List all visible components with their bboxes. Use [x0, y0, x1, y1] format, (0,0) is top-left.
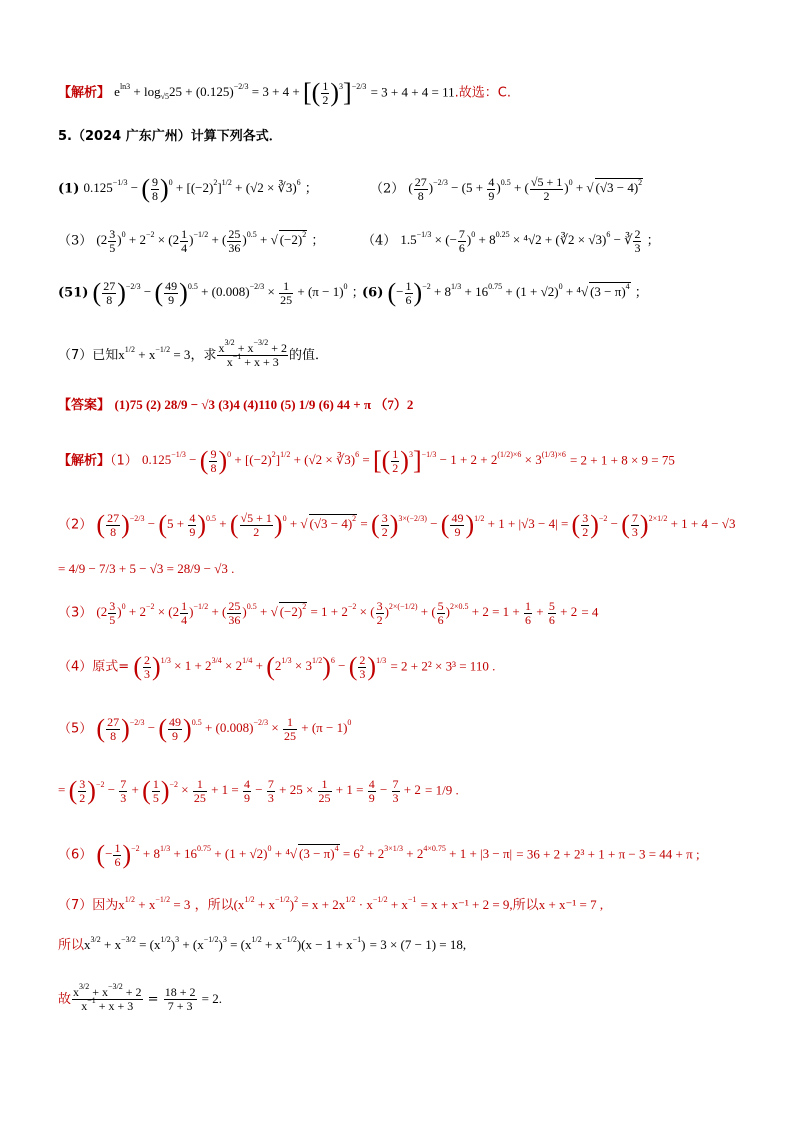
analysis-label-2: 【解析】 — [58, 453, 111, 469]
solution-2-line2: = 4/9 − 7/3 + 5 − √3 = 28/9 − √3 . — [58, 561, 235, 576]
part4-label: （4） — [362, 233, 397, 249]
q5-part6: (6) (− $\frac{1}{6}$ )$^{-2} + 8^{1/3} + 16^{0.75} + (1 + √2)^0 + ^4√$ $(3 - \pi)^4$ ； — [362, 278, 648, 308]
part7-mid: ，求 — [190, 348, 217, 363]
s6-result: = 36 + 2 + 2³ + 1 + π − 3 = 44 + π ; — [516, 846, 700, 862]
part7-end: 的值． — [288, 348, 328, 363]
s4-label: （4）原式= — [58, 659, 130, 675]
q5-part2: （2） ( $\frac{27}{8}$ )$^{-2/3}$ − (5 + $\frac{4}{9}$ )$^{0.5}$ + ( $\frac{√5 + 1}{2}$ )$^0$ + √ $(√3 - 4)^2$ — [370, 175, 643, 203]
s5-result: = 1/9 . — [425, 782, 459, 798]
q5-title: 5.（2024 广东广州）计算下列各式． — [58, 129, 282, 144]
s3-label: （3） — [58, 605, 93, 621]
s7-gu: 故 — [58, 992, 72, 1007]
q5-part1: (1) $0.125^{-1/3}$ − ( $\frac{9}{8}$ )$^0 + [(-2)^2]^{1/2} + (√2$ × ∛3)$^6$ ； — [58, 174, 318, 204]
part5-label: (51) — [58, 285, 89, 301]
solution-7: （7）因为$x^{1/2} + x^{-1/2} = 3$ ，所以$(x^{1/2} + x^{-1/2})^2 = x + 2x^{1/2} \cdot x^{-1/2} + x^{-1} = x + x^{-1} + 2 = 9$,所以x + x⁻¹ = 7 , — [58, 895, 604, 913]
q4-expression: $e^{ln3} + \log_{√5}25 + (0.125)^{-2/3} = 3 + 4$ + [( $\frac{1}{2}$ )$^3$]$^{-2/3}$ — [114, 78, 367, 108]
solution-3: （3） (2 $\frac{3}{5}$ )$^0 + 2^{-2} \times (2$ $\frac{1}{4}$ )$^{-1/2}$ + ( $\frac{25}{36}$ )$^{0.5}$ + √ $(-2)^2 = 1 + 2^{-2}$ × ( $\frac{3}{2}$ )$^{2\times(-1/2)}$ + ( $\frac{5}{6}$ )$^{2\times 0.5}$ + 2 = 1 + $\frac{1}{6}$ + $\frac{5}{6}$ + 2 = 4 — [58, 599, 599, 627]
solution-1: 【解析】（1） $0.125^{-1/3}$ − ( $\frac{9}{8}$ )$^0 + [(-2)^2]^{1/2} + (√2$ × ∛3)$^6$ = [( $\frac{1}{2}$ )$^3]^{-1/3} - 1 + 2 + 2^{(1/2)\times 6} \times 3^{(1/3)\times 6} = 2 + 1 + 8 \times 9 = 75$ — [58, 446, 675, 476]
s1-result: = 2 + 1 + 8 × 9 = 75 — [569, 452, 675, 468]
q5-part3: （3） (2 $\frac{3}{5}$ )$^0 + 2^{-2} \times (2$ $\frac{1}{4}$ )$^{-1/2}$ + ( $\frac{25}{36}$ )$^{0.5}$ + √ $(-2)^2$ ； — [58, 227, 325, 255]
s2-label: （2） — [58, 517, 93, 533]
s7-label: （7）因为 — [58, 898, 119, 913]
solution-5-line2: = ( $\frac{3}{2}$ )$^{-2}$ − $\frac{7}{3}$ + ( $\frac{1}{5}$ )$^{-2}$ × $\frac{1}{25}$ + 1 = $\frac{4}{9}$ − $\frac{7}{3}$ + 25 × $\frac{1}{25}$ + 1 = $\frac{4}{9}$ − $\frac{7}{3}$ + 2 = 1/9 . — [58, 776, 459, 806]
s7-so2: 所以 — [512, 898, 539, 913]
s6-label: （6） — [58, 847, 93, 863]
s5-label: （5） — [58, 721, 93, 737]
q4-analysis-line — [58, 80, 511, 107]
part1-label: (1) — [58, 181, 80, 197]
answer-label: 【答案】 — [58, 398, 111, 413]
s7-r3: = 3 × (7 − 1) = 18, — [369, 937, 467, 952]
s7-r2: x + x⁻¹ = 7 , — [538, 897, 604, 912]
answer-values: (1)75 (2) 28/9 − √3 (3)4 (4)110 (5) 1/9 (6) 44 + π （7）2 — [114, 397, 414, 412]
q5-part7: （7）已知$x^{1/2} + x^{-1/2} = 3$，求 $\frac{x^{3/2} + x^{-3/2} + 2}{x^{-1} + x + 3}$ 的值． — [58, 338, 328, 369]
s7-so-3: 所以 — [58, 938, 85, 953]
q5-part5: (51) ( $\frac{27}{8}$ )$^{-2/3}$ − ( $\frac{49}{9}$ )$^{0.5} + (0.008)^{-2/3}$ × $\frac{1}{25}$ + $(\pi - 1)^0$ ； — [58, 278, 365, 308]
solution-5: （5） ( $\frac{27}{8}$ )$^{-2/3}$ − ( $\frac{49}{9}$ )$^{0.5} + (0.008)^{-2/3}$ × $\frac{1}{25}$ + $(\pi - 1)^0$ — [58, 714, 352, 744]
solution-7-line3: 故 $\frac{x^{3/2} + x^{-3/2} + 2}{x^{-1} + x + 3}$ = $\frac{18 + 2}{7 + 3}$ = 2. — [58, 982, 222, 1013]
answer-line — [58, 396, 413, 415]
q4-tail: = 3 + 4 + 4 = 11 — [370, 84, 455, 100]
s3-result: = 4 — [581, 604, 599, 620]
q4-choice: .故选：C. — [454, 85, 511, 101]
s7-final: = 2. — [201, 991, 222, 1006]
solution-7-line2: 所以$x^{3/2} + x^{-3/2} = (x^{1/2})^3 + (x^{-1/2})^3 = (x^{1/2} + x^{-1/2})(x - 1 + x^{-1}) = 3 \times (7 - 1) = 18$, — [58, 935, 467, 953]
part6-label: (6) — [362, 285, 384, 301]
part3-label: （3） — [58, 233, 93, 249]
s4-result: = 2 + 2² × 3³ = 110 . — [390, 658, 496, 674]
s7-so: 所以 — [207, 898, 234, 913]
analysis-label: 【解析】 — [58, 85, 111, 101]
solution-6: （6） (− $\frac{1}{6}$ )$^{-2} + 8^{1/3} + 16^{0.75} + (1 + √2)^0 + ^4√$ $(3 - \pi)^4 = 6^2 + 2^{3\times 1/3} + 2^{4\times 0.75} + 1 + |3 - \pi| = 36 + 2 + 2^3 + 1 + \pi - 3 = 44 + \pi$ ; — [58, 840, 700, 870]
solution-4: （4）原式= ( $\frac{2}{3}$ )$^{1/3} \times 1 + 2^{3/4} \times 2^{1/4} + (2^{1/3} \times 3^{1/2})^6$ − ( $\frac{2}{3}$ )$^{1/3}$ = 2 + 2² × 3³ = 110 . — [58, 652, 496, 682]
s1-label: （1） — [110, 453, 138, 469]
s7-r1: = x + x⁻¹ + 2 = 9, — [420, 897, 513, 912]
solution-2: （2） ( $\frac{27}{8}$ )$^{-2/3}$ − (5 + $\frac{4}{9}$ )$^{0.5}$ + ( $\frac{√5 + 1}{2}$ )$^0$ + √ $(√3 - 4)^2$ = ( $\frac{3}{2}$ )$^{3\times(-2/3)}$ − ( $\frac{49}{9}$ )$^{1/2}$ + 1 + |√3 − 4| = ( $\frac{3}{2}$ )$^{-2}$ − ( $\frac{7}{3}$ )$^{2\times 1/2}$ + 1 + 4 − √3 — [58, 510, 736, 540]
part7-label: （7）已知 — [58, 348, 119, 363]
q5-part4: （4） $1.5^{-1/3}$ × (− $\frac{7}{6}$ )$^0 + 8^{0.25} \times ^4√2$ + (∛2 × √3)$^6$ − ∛ $\frac{2}{3}$ ； — [362, 227, 660, 255]
part2-label: （2） — [370, 181, 405, 197]
